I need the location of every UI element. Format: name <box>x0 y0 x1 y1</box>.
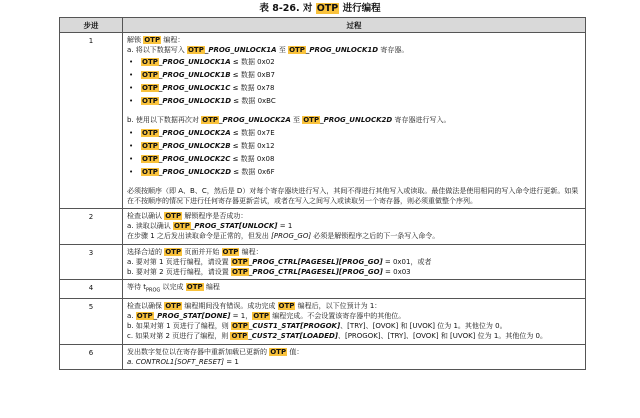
table-title: 表 8-26. 对 OTP 进行编程 <box>259 3 381 14</box>
unlock2-list <box>127 127 581 179</box>
unlock1-list <box>127 56 581 108</box>
process-cell: 解锁 OTP 编程： a. 将以下数据写入 OTP_PROG_UNLOCK1A 至 OTP_PROG_UNLOCK1D 寄存器。 • OTP_PROG_UNLOCK1A ≤ 数据 0x02 • OTP_PROG_UNLOCK1B ≤ 数据 0xB7 • OTP_PROG_UNLOCK1C ≤ 数据 0x78 • OTP_PROG_UNLOCK1D ≤ 数据 0xBC b. 使用以下数据再次对 OTP_PROG_UNLOCK2A 至 OTP_PROG_UNLOCK2D 寄存器进行写入。 • OTP_PROG_UNLOCK2A ≤ 数据 0x7E • OTP_PROG_UNLOCK2B ≤ 数据 0x12 • OTP_PROG_UNLOCK2C ≤ 数据 0x08 • OTP_PROG_UNLOCK2D ≤ 数据 0x6F 必须按顺序（即 A、B、C，然后是 D）对每个寄存器块进行写入，其间不得进行其他写入或读取。最佳做法是使用相同的写入命令进行更新。如果在不按顺序的情况下进行任何寄存器更新尝试，或者在写入之间写入或读取另一个寄存器，则必须重做整个序列。 <box>123 33 586 209</box>
table-row <box>60 298 586 344</box>
process-cell: 选择合适的 OTP 页面并开始 OTP 编程： a. 要对第 1 页进行编程，请设置 OTP_PROG_CTRL[PAGESEL][PROG_GO] = 0x01，或者 b. 要对第 2 页进行编程，请设置 OTP_PROG_CTRL[PAGESEL][PROG_GO] = 0x03 <box>123 244 586 280</box>
table-row <box>60 344 586 369</box>
table-header-row <box>60 18 586 33</box>
step-number: 3 <box>60 244 123 280</box>
list-item: • OTP_PROG_UNLOCK1C ≤ 数据 0x78 <box>127 82 581 95</box>
table-row <box>60 280 586 299</box>
step-number: 5 <box>60 298 123 344</box>
process-cell: 检查以确保 OTP 编程期间没有错误。成功完成 OTP 编程后，以下位预计为 1： a. OTP_PROG_STAT[DONE] = 1，OTP 编程完成。不会设置该寄存器中的其他位。 b. 如果对第 1 页进行了编程，则 OTP_CUST1_STAT[PROGOK]、[TRY]、[OVOK] 和 [UVOK] 位为 1。其他位为 0。 c. 如果对第 2 页进行了编程，则 OTP_CUST2_STAT[LOADED]、[PROGOK]、[TRY]、[OVOK] 和 [UVOK] 位为 1。其他位为 0。 <box>123 298 586 344</box>
step-number: 4 <box>60 280 123 299</box>
otp-programming-table <box>59 17 586 370</box>
highlight-otp: OTP <box>316 3 339 14</box>
table-row <box>60 244 586 280</box>
list-item: • OTP_PROG_UNLOCK1A ≤ 数据 0x02 <box>127 56 581 69</box>
process-cell: 发出数字复位以在寄存器中重新加载已更新的 OTP 值： a. CONTROL1[SOFT_RESET] = 1 <box>123 344 586 369</box>
step-number: 6 <box>60 344 123 369</box>
step-number: 2 <box>60 209 123 245</box>
list-item: • OTP_PROG_UNLOCK2C ≤ 数据 0x08 <box>127 153 581 166</box>
list-item: • OTP_PROG_UNLOCK2B ≤ 数据 0x12 <box>127 140 581 153</box>
header-process: 过程 <box>123 18 586 33</box>
list-item: • OTP_PROG_UNLOCK2D ≤ 数据 0x6F <box>127 166 581 179</box>
table-row <box>60 33 586 209</box>
process-cell: 检查以确认 OTP 解锁程序是否成功： a. 读取以确认 OTP_PROG_STAT[UNLOCK] = 1 在步骤 1 之后发出读取命令是正常的，但发出 [PROG_GO] 必须是解锁程序之后的下一条写入命令。 <box>123 209 586 245</box>
list-item: • OTP_PROG_UNLOCK2A ≤ 数据 0x7E <box>127 127 581 140</box>
list-item: • OTP_PROG_UNLOCK1B ≤ 数据 0xB7 <box>127 69 581 82</box>
process-cell: 等待 $t_{PROG}$ 以完成 OTP 编程 <box>123 280 586 299</box>
step-number: 1 <box>60 33 123 209</box>
header-step: 步进 <box>60 18 123 33</box>
list-item: • OTP_PROG_UNLOCK1D ≤ 数据 0xBC <box>127 95 581 108</box>
table-row <box>60 209 586 245</box>
sequence-note: 必须按顺序（即 A、B、C，然后是 D）对每个寄存器块进行写入，其间不得进行其他写入或读取。最佳做法是使用相同的写入命令进行更新。如果在不按顺序的情况下进行任何寄存器更新尝试，或者在写入之间写入或读取另一个寄存器，则必须重做整个序列。 <box>127 186 579 205</box>
